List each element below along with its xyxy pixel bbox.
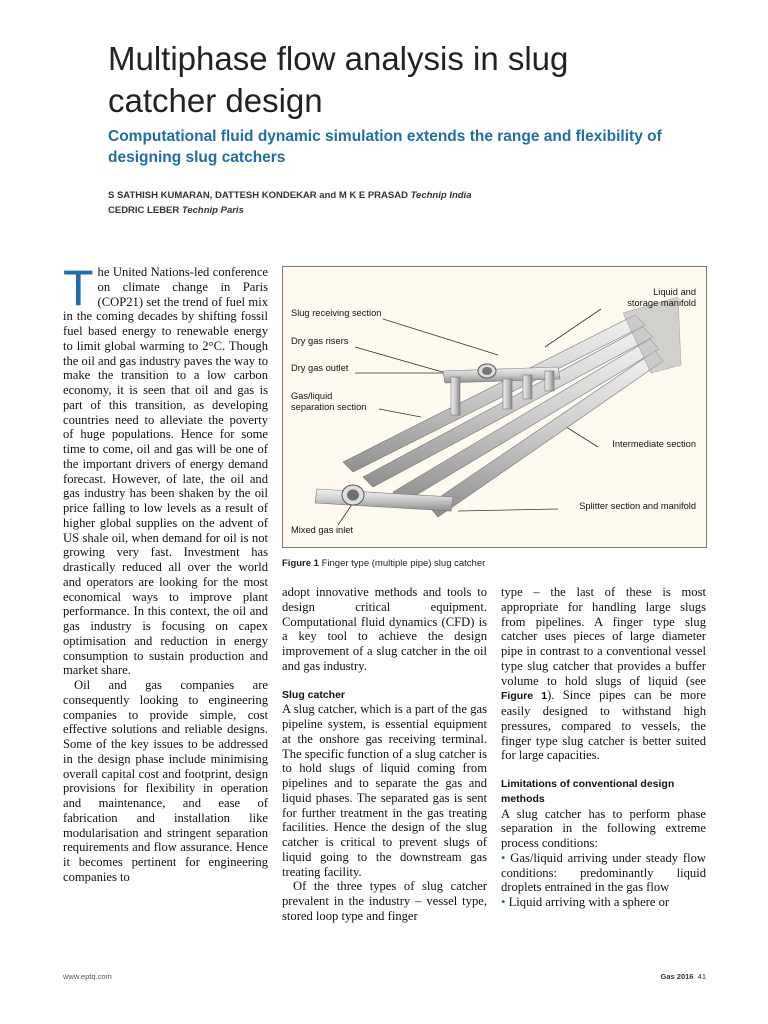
riser-1 [451,377,460,415]
bullet-2-text: Liquid arriving with a sphere or [508,895,670,909]
finger-pipes [343,315,663,517]
paragraph-3: adopt innovative methods and tools to design critical equipment. Computational fluid dynamics (CFD) is a key tool to achieve the design improvement of a slug catcher in the oil and gas industry. [282,585,487,673]
column-1 [63,260,268,885]
paragraph-5: Of the three types of slug catcher prevalent in the industry – vessel type, stored loop type and finger [282,879,487,923]
title-line-2: catcher design [108,82,323,119]
footer-issue [661,972,706,981]
paragraph-2: Oil and gas companies are consequently looking to engineering companies to provide simple, cost effective solutions and reliable designs. Some of the key issues to be addressed in the design phase include minimising overall capital cost and footprint, design provisions for flexibility in operation and maintenance, and ease of fabrication and installation like modularisation and stringent separation requirements and flow assurance. Hence it becomes pertinent for engineering companies to [63,678,268,884]
figure-1 [282,266,707,548]
author-block [108,188,708,218]
bullet-1-text: Gas/liquid arriving under steady flow conditions: predominantly liquid droplets entrained in the gas flow [501,850,706,895]
label-gas-liquid-line1: Gas/liquid [291,391,333,401]
title-line-1: Multiphase flow analysis in slug [108,40,569,77]
drop-cap: T [63,260,94,316]
affiliation-2: Technip Paris [181,205,244,216]
bullet-dot-icon: • [501,850,506,865]
label-splitter: Splitter section and manifold [579,501,696,511]
label-gas-liquid-line2: separation section [291,402,367,412]
paragraph-1-text: he United Nations-led conference on climate change in Paris (COP21) set the trend of fuel mix in the coming decades by shifting fossil fuel based energy to renewable energy to limit global warming to 2°C. Though the oil and gas industry paves the way to make the transition to a low carbon economy, it is seen that oil and gas is part of this transition, as developing countries need to alleviate the poverty of huge populations. Hence for some time to come, oil and gas will be one of the important drivers of energy demand forecast. However, of late, the oil and gas industry has been shaken by the oil price falling to low levels as a result of higher global supplies on the advent of US shale oil, when demand for oil is not growing very fast. Investment has drastically reduced all over the world and operators are looking for the most economical ways to improve plant performance. In this context, the oil and gas industry is focusing on capex optimisation and reduction in energy consumption to sustain production and market share. [63,265,268,678]
label-liquid-storage-line2: storage manifold [627,298,696,308]
issue-label: Gas 2016 [660,972,694,981]
paragraph-intro [63,260,268,678]
riser-2 [503,379,512,409]
author-line-1 [108,188,708,203]
page-number: 41 [697,972,706,981]
paragraph-6-part-a: type – the last of these is most appropriate for handling large slugs from pipelines. A finger type slug catcher uses pieces of large diameter pipe in contrast to a conventional vessel type slug catcher that provides a buffer volume to hold slugs of liquid (see [501,585,706,688]
riser-4 [545,371,554,391]
caption-text: Finger type (multiple pipe) slug catcher [321,558,486,569]
authors-1: S SATHISH KUMARAN, DATTESH KONDEKAR and M K E PRASAD [108,190,408,201]
leader-splitter [458,509,558,511]
figure-reference[interactable]: Figure 1 [501,690,548,703]
dry-gas-outlet-opening [482,367,492,375]
label-intermediate: Intermediate section [612,439,696,449]
bullet-2 [501,895,706,910]
heading-limitations: Limitations of conventional design methods [501,778,675,805]
authors-2: CEDRIC LEBER [108,205,180,216]
column-2 [282,585,487,924]
caption-label: Figure 1 [282,558,319,569]
label-liquid-storage [627,287,696,309]
leader-dry-gas-risers [355,347,453,375]
affiliation-1: Technip India [410,190,472,201]
leader-mixed-gas [338,503,353,525]
author-line-2 [108,203,708,218]
leader-slug-receiving [383,319,498,355]
label-mixed-gas-inlet: Mixed gas inlet [291,525,354,535]
mixed-gas-inlet-opening [347,490,359,501]
riser-3 [523,375,532,399]
paragraph-4: A slug catcher, which is a part of the gas pipeline system, is essential equipment at the onshore gas receiving terminal. The specific function of a slug catcher is to hold slugs of liquid coming from pipelines and to separate the gas and liquid phases. The separated gas is sent for further treatment in the gas treating facilities. Hence the design of the slug catcher is critical to prevent slugs of liquid going to the downstream gas treating facility. [282,702,487,879]
label-liquid-storage-line1: Liquid and [653,287,696,297]
footer-website[interactable]: www.eptq.com [63,972,112,981]
leader-intermediate [563,425,598,447]
label-gas-liquid [291,391,366,413]
bullet-1 [501,851,706,895]
label-slug-receiving: Slug receiving section [291,308,382,318]
splitter-manifold [315,489,453,511]
figure-caption [282,558,707,569]
heading-slug-catcher: Slug catcher [282,688,346,701]
leader-gas-liquid [379,409,421,417]
paragraph-6-part-b: ). Since pipes can be more easily designed to withstand high pressures, compared to vessels, the finger type slug catcher is better suited for large capacities. [501,688,707,763]
bullet-dot-icon: • [501,895,506,909]
paragraph-7: A slug catcher has to perform phase separation in the following extreme process conditions: [501,806,706,850]
paragraph-6 [501,585,706,763]
column-3 [501,585,706,910]
label-dry-gas-outlet: Dry gas outlet [291,363,349,373]
article-title [108,38,708,122]
article-subtitle: Computational fluid dynamic simulation extends the range and flexibility of designing slug catchers [108,128,662,166]
label-dry-gas-risers: Dry gas risers [291,336,349,346]
